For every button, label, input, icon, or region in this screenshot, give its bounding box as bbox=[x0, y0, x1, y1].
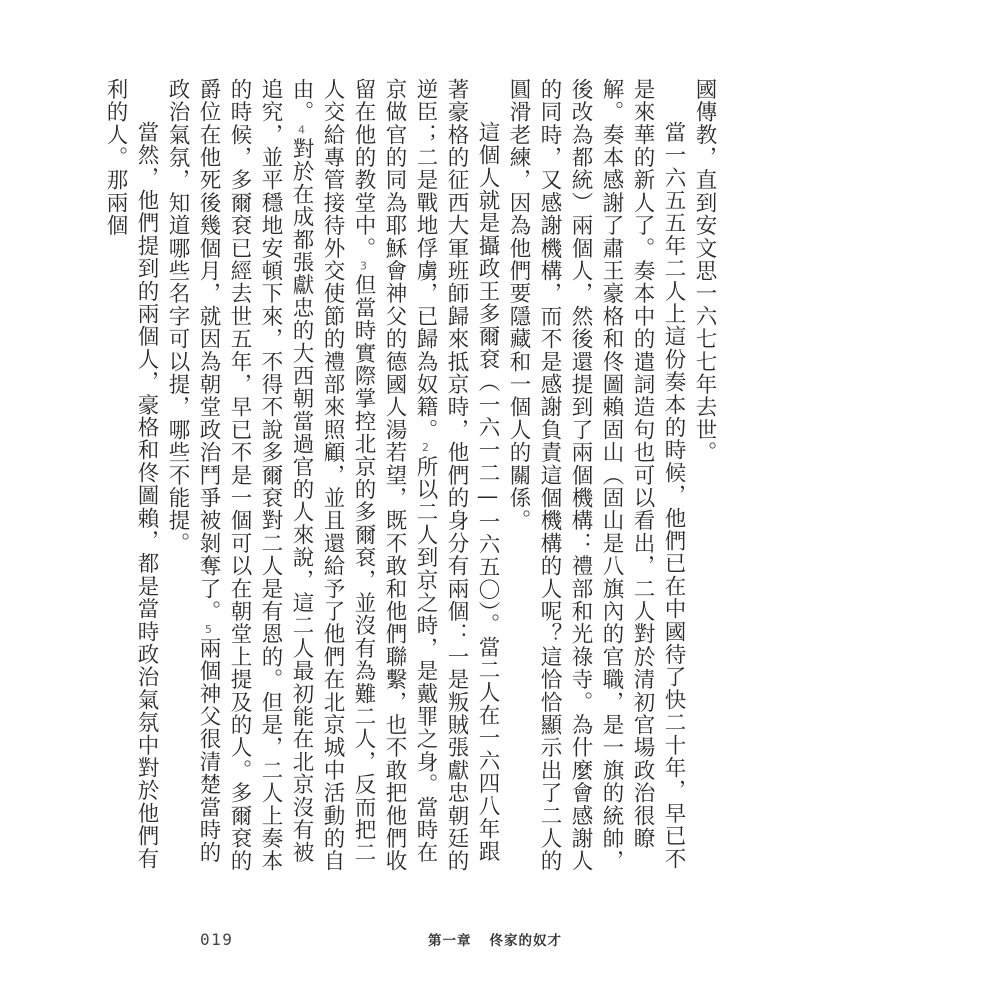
paragraph bbox=[689, 78, 720, 878]
text-run: 國傳教，直到安文思一六七七年去世。 bbox=[692, 78, 717, 464]
text-run: 這個人就是攝政王多爾袞（一六一二—一六五〇）。當二人在一六四八年跟著豪格的征西大軍班師歸來抵京時，他們的身分有兩個：一是叛賊張獻忠朝廷的逆臣；二是戰地俘虜，已歸為奴籍。 bbox=[413, 78, 500, 873]
footnote-marker: 3 bbox=[357, 259, 370, 274]
text-run: 但當時實際掌控北京的多爾袞，並沒有為難二人，反而把二人交給專管接待外交使節的禮部來照顧，並且還給予了他們在北京城中活動的自由。 bbox=[289, 78, 376, 873]
footnote-marker: 4 bbox=[295, 123, 308, 138]
paragraph bbox=[503, 78, 689, 878]
text-run: 兩個神父很清楚當時的政治氣氛，知道哪些名字可以提，哪些不能提。 bbox=[165, 78, 221, 865]
paragraph bbox=[100, 78, 162, 878]
footnote-marker: 2 bbox=[419, 441, 432, 456]
footnote-marker: 5 bbox=[202, 622, 215, 638]
text-run: 當然，他們提到的兩個人，豪格和佟圖賴，都是當時政治氣氛中對於他們有利的人。那兩個 bbox=[103, 78, 159, 871]
paragraph bbox=[162, 78, 503, 878]
text-run: 當一六五五年二人上這份奏本的時候，他們已在中國待了快二十年，早已不是來華的新人了。奏本中的遣詞造句也可以看出，二人對於清初官場政治很瞭解。奏本感謝了肅王豪格和佟圖賴固山（固山是八旗內的官職，是一旗的統帥，後改為都統）兩個人，然後還提到了兩個機構：禮部和光祿寺。為什麼會感謝人的同時，又感謝機構，而不是感謝負責這個機構的人呢？這恰恰顯示出了二人的圓滑老練，因為他們要隱藏和一個人的關係。 bbox=[506, 78, 686, 873]
chapter-label: 第一章 bbox=[428, 933, 472, 949]
vertical-text-block bbox=[103, 78, 720, 878]
page-number: 019 bbox=[200, 930, 234, 949]
running-title bbox=[428, 929, 562, 949]
chapter-title: 佟家的奴才 bbox=[489, 933, 562, 949]
text-run: 所以二人到京之時，是戴罪之身。當時在京做官的同為耶穌會神父的德國人湯若望，既不敢和他們聯繫，也不敢把他們收留在他的教堂中。 bbox=[351, 78, 438, 873]
text-run: 對於在成都張獻忠的大西朝當過官的人來說，這二人最初能在北京沒有被追究，並平穩地安頓下來，不得不說多爾袞對二人是有恩的。但是，二人上奏本的時候，多爾袞已經去世五年，早已不是一個可以在朝堂上提及的人。多爾袞的爵位在他死後幾個月，就因為朝堂政治鬥爭被剝奪了。 bbox=[196, 78, 314, 873]
